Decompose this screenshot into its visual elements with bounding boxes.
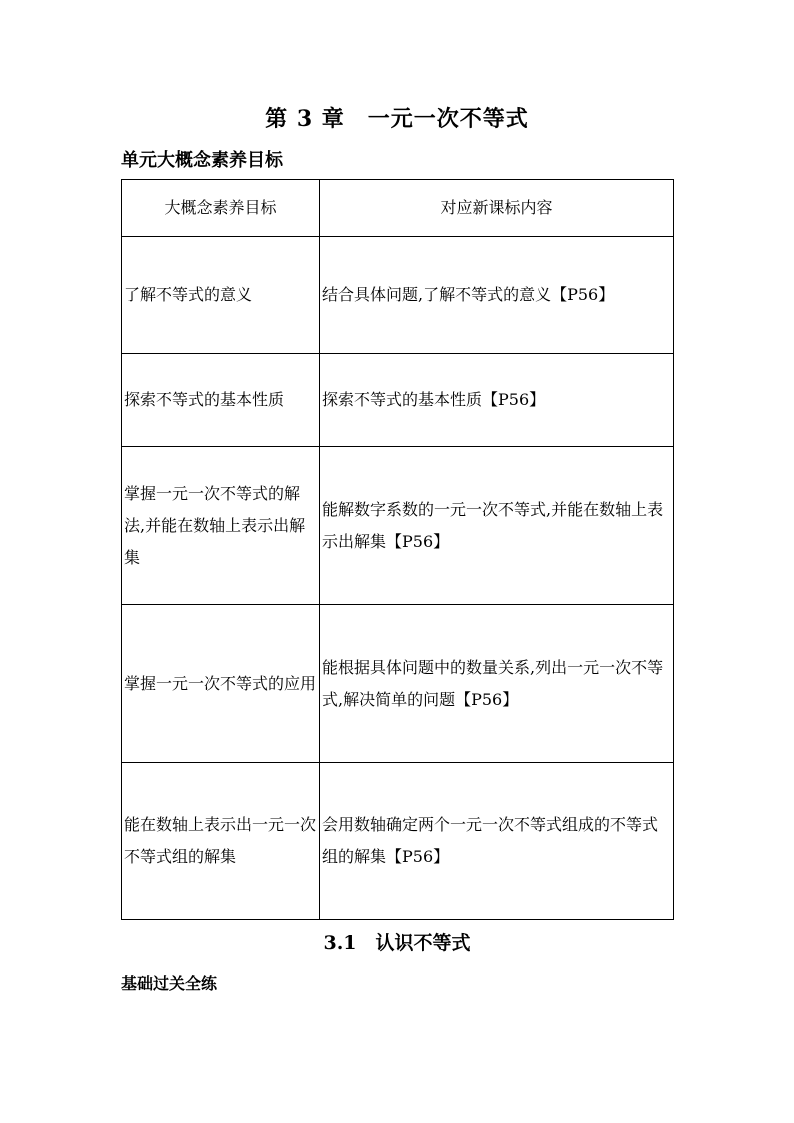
- goal-cell: 探索不等式的基本性质: [122, 354, 320, 447]
- goal-cell: 掌握一元一次不等式的解法,并能在数轴上表示出解集: [122, 447, 320, 605]
- sub-section-title: 3.1 认识不等式: [323, 932, 471, 954]
- practice-heading: 基础过关全练: [121, 974, 218, 993]
- standard-cell: 会用数轴确定两个一元一次不等式组成的不等式组的解集【P56】: [320, 763, 674, 920]
- table-row: [122, 354, 674, 447]
- standard-cell: 结合具体问题,了解不等式的意义【P56】: [320, 237, 674, 354]
- standard-cell: 探索不等式的基本性质【P56】: [320, 354, 674, 447]
- table-row: [122, 237, 674, 354]
- header-standard: 对应新课标内容: [320, 180, 674, 237]
- table-header-row: [122, 180, 674, 237]
- goal-cell: 了解不等式的意义: [122, 237, 320, 354]
- goals-table: [121, 179, 674, 920]
- table-row: [122, 763, 674, 920]
- table-row: [122, 605, 674, 763]
- standard-cell: 能根据具体问题中的数量关系,列出一元一次不等式,解决简单的问题【P56】: [320, 605, 674, 763]
- chapter-title: 第 3 章 一元一次不等式: [265, 106, 529, 132]
- standard-cell: 能解数字系数的一元一次不等式,并能在数轴上表示出解集【P56】: [320, 447, 674, 605]
- goal-cell: 能在数轴上表示出一元一次不等式组的解集: [122, 763, 320, 920]
- section-heading: 单元大概念素养目标: [121, 150, 283, 171]
- goal-cell: 掌握一元一次不等式的应用: [122, 605, 320, 763]
- header-goal: 大概念素养目标: [122, 180, 320, 237]
- table-row: [122, 447, 674, 605]
